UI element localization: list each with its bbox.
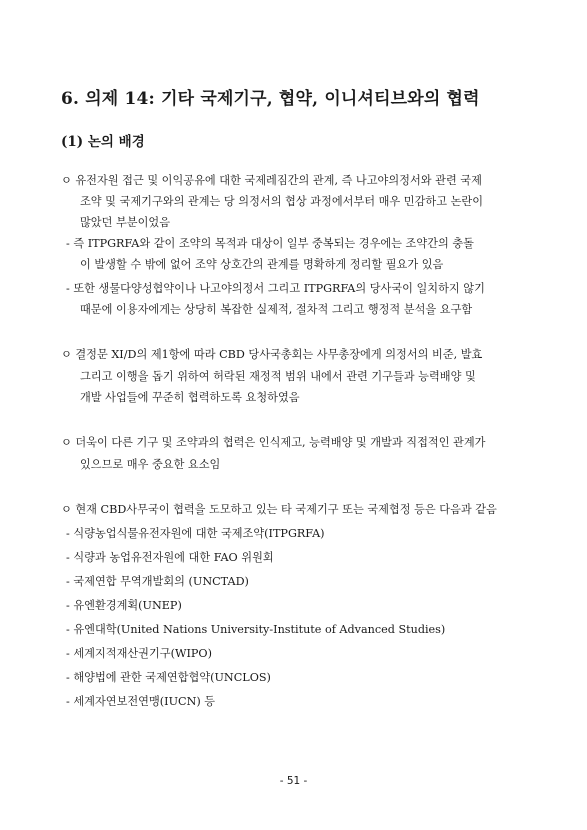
paragraph-line: ㅇ 현재 CBD사무국이 협력을 도모하고 있는 타 국제기구 또는 국제협정 등은 다음과 같음 [61,503,497,516]
paragraph-line: 이 발생할 수 밖에 없어 조약 상호간의 관계를 명확하게 정리할 필요가 있음 [80,258,444,271]
paragraph-line: 많았던 부분이었음 [80,216,171,229]
paragraph-line: 때문에 이용자에게는 상당히 복잡한 실제적, 절차적 그리고 행정적 분석을 요구함 [80,303,473,316]
paragraph-line: ㅇ 유전자원 접근 및 이익공유에 대한 국제레짐간의 관계, 즉 나고야의정서와 관련 국제 [61,174,482,187]
paragraph-line: 그리고 이행을 돕기 위하여 허락된 재정적 범위 내에서 관련 기구들과 능력배양 및 [80,370,476,383]
paragraph-line: 있으므로 매우 중요한 요소임 [80,458,221,471]
paragraph-line: ㅇ 더욱이 다른 기구 및 조약과의 협력은 인식제고, 능력배양 및 개발과 직접적인 관계가 [61,436,486,449]
list-item: - 또한 생물다양성협약이나 나고야의정서 그리고 ITPGRFA의 당사국이 일치하지 않기 [66,282,485,295]
page-title: 6. 의제 14: 기타 국제기구, 협약, 이니셔티브와의 협력 [61,89,480,109]
paragraph-line: ㅇ 결정문 XI/D의 제1항에 따라 CBD 당사국총회는 사무총장에게 의정서의 비준, 발효 [61,348,483,361]
list-item: - 국제연합 무역개발회의 (UNCTAD) [66,575,249,588]
list-item: - 즉 ITPGRFA와 같이 조약의 목적과 대상이 일부 중복되는 경우에는 조약간의 충돌 [66,237,474,250]
list-item: - 세계자연보전연맹(IUCN) 등 [66,695,216,708]
list-item: - 세계지적재산권기구(WIPO) [66,647,212,660]
list-item: - 식량과 농업유전자원에 대한 FAO 위원회 [66,551,274,564]
list-item: - 해양법에 관한 국제연합협약(UNCLOS) [66,671,271,684]
paragraph-line: 조약 및 국제기구와의 관계는 당 의정서의 협상 과정에서부터 매우 민감하고 논란이 [80,195,484,208]
list-item: - 유엔대학(United Nations University-Institute of Advanced Studies) [66,623,446,636]
list-item: - 식량농업식물유전자원에 대한 국제조약(ITPGRFA) [66,527,325,540]
page-number: - 51 - [279,775,308,787]
list-item: - 유엔환경계획(UNEP) [66,599,182,612]
paragraph-line: 개발 사업들에 꾸준히 협력하도록 요청하였음 [80,391,300,404]
section-heading: (1) 논의 배경 [61,134,145,150]
